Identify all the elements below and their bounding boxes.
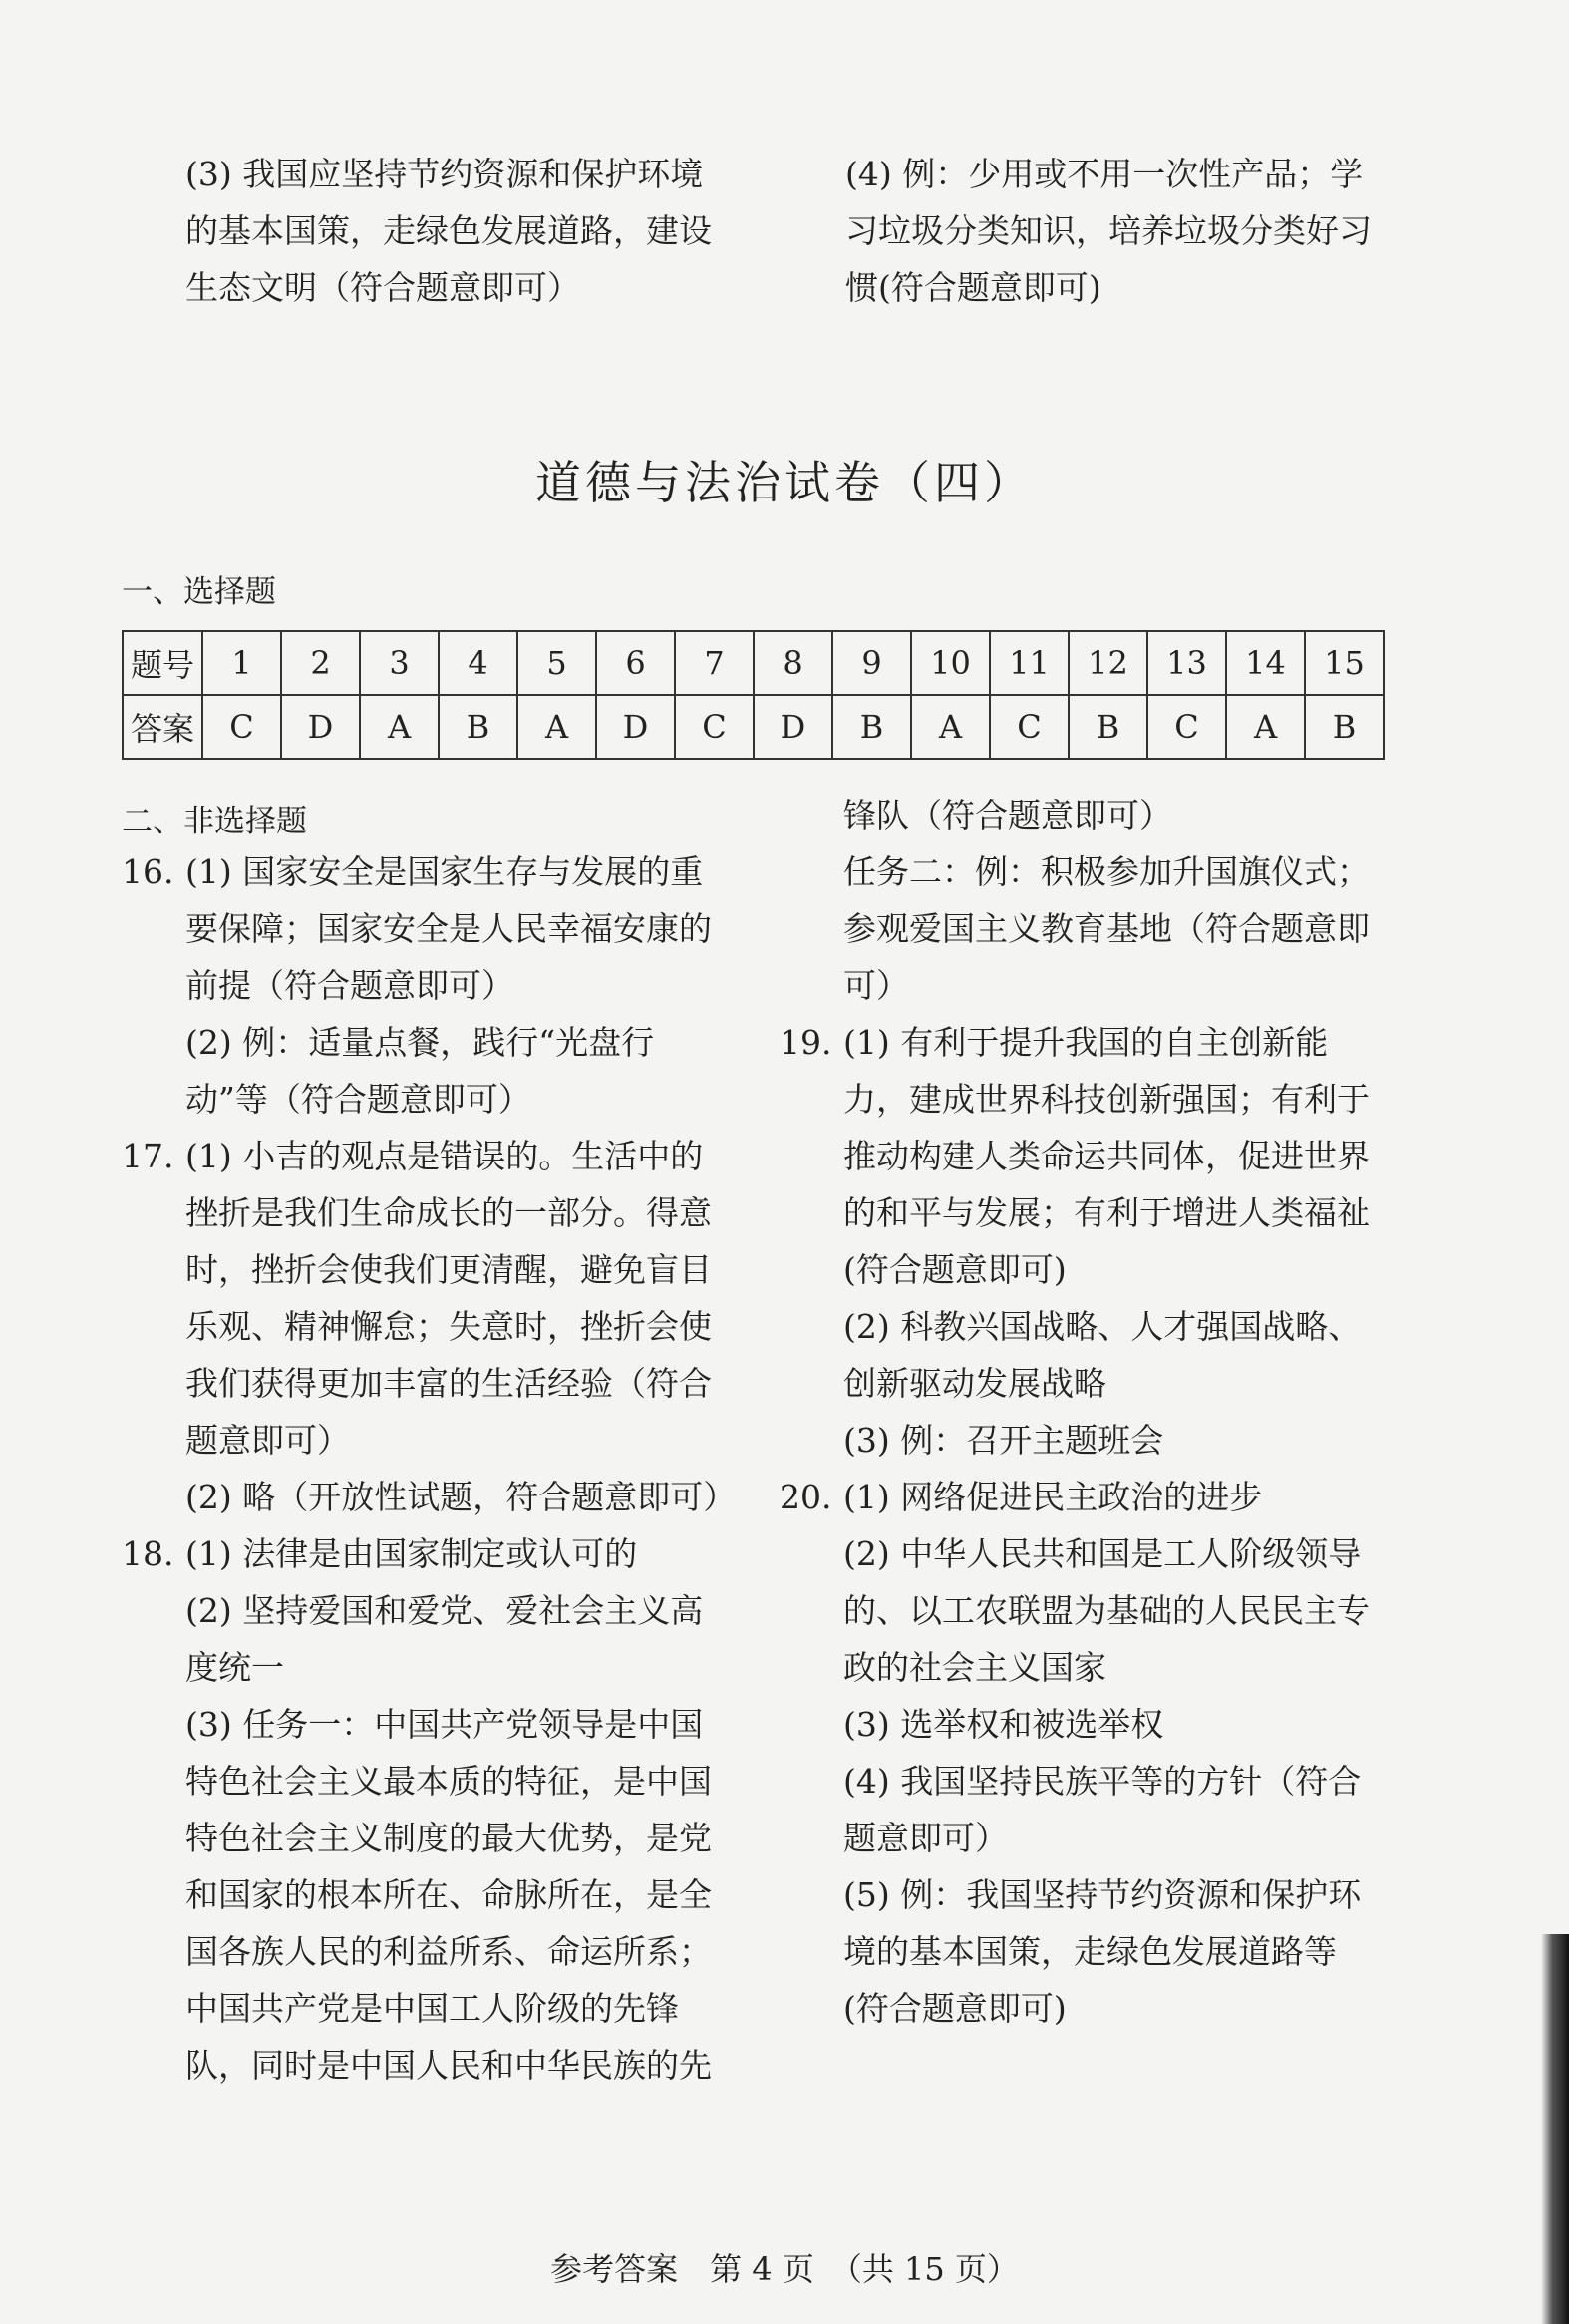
answer-line: (符合题意即可) [843, 1250, 1067, 1289]
text-line: (3) 我国应坚持节约资源和保护环境 [185, 155, 704, 193]
text-line: (4) 例：少用或不用一次性产品；学 [845, 155, 1364, 193]
answer-line: 特色社会主义制度的最大优势，是党 [185, 1819, 712, 1857]
answer-line: (2) 科教兴国战略、人才强国战略、 [843, 1307, 1362, 1346]
table-cell: 1 [202, 631, 281, 695]
table-cell: A [911, 695, 990, 759]
answer-line: (2) 坚持爱国和爱党、爱社会主义高 [185, 1591, 704, 1630]
text-line: 的基本国策，走绿色发展道路，建设 [185, 211, 712, 250]
answer-line: (5) 例：我国坚持节约资源和保护环 [843, 1875, 1362, 1914]
answer-text: (1) 国家安全是国家生存与发展的重 [185, 852, 704, 891]
answer-line: 特色社会主义最本质的特征，是中国 [185, 1762, 712, 1801]
left-column [122, 843, 736, 2094]
answer-line [122, 1525, 736, 1582]
answer-line: 锋队（符合题意即可） [843, 796, 1172, 834]
answer-line: 参观爱国主义教育基地（符合题意即 [843, 909, 1370, 948]
table-cell: A [360, 695, 439, 759]
right-column [780, 787, 1370, 2037]
answer-line: (符合题意即可) [843, 1989, 1067, 2028]
answer-line [122, 1128, 736, 1184]
table-cell: D [281, 695, 360, 759]
page-title: 道德与法治试卷（四） [535, 456, 1034, 509]
answer-text: (1) 小吉的观点是错误的。生活中的 [185, 1137, 704, 1175]
answer-line [780, 1469, 1370, 1525]
table-cell: 11 [990, 631, 1069, 695]
question-number: 17. [122, 1137, 174, 1175]
answer-line: 推动构建人类命运共同体，促进世界 [843, 1137, 1370, 1175]
answer-line: 国各族人民的利益所系、命运所系； [185, 1932, 712, 1971]
answer-line: 可） [843, 966, 909, 1005]
table-cell: A [517, 695, 596, 759]
answer-line: 题意即可） [185, 1421, 350, 1460]
table-cell: D [754, 695, 832, 759]
answer-line: 度统一 [185, 1648, 284, 1687]
answer-line: 时，挫折会使我们更清醒，避免盲目 [185, 1250, 712, 1289]
table-cell: C [1147, 695, 1226, 759]
answer-line: 乐观、精神懈怠；失意时，挫折会使 [185, 1307, 712, 1346]
answer-line: 政的社会主义国家 [843, 1648, 1106, 1687]
text-line: 惯(符合题意即可) [845, 268, 1101, 307]
table-cell: 13 [1147, 631, 1226, 695]
answer-line: (4) 我国坚持民族平等的方针（符合 [843, 1762, 1362, 1801]
section-heading-choice: 一、选择题 [122, 574, 276, 610]
table-cell: C [202, 695, 281, 759]
answer-line: 力，建成世界科技创新强国；有利于 [843, 1080, 1370, 1119]
table-cell: 14 [1226, 631, 1305, 695]
table-header-cell: 题号 [123, 631, 202, 695]
answer-line: 我们获得更加丰富的生活经验（符合 [185, 1364, 712, 1403]
table-cell: 8 [754, 631, 832, 695]
answer-line: 任务二：例：积极参加升国旗仪式； [843, 852, 1370, 891]
top-right-block [845, 146, 1372, 316]
answer-text: (1) 网络促进民主政治的进步 [843, 1478, 1263, 1516]
question-number: 20. [780, 1478, 832, 1516]
answer-line: 境的基本国策，走绿色发展道路等 [843, 1932, 1337, 1971]
answer-text: (1) 法律是由国家制定或认可的 [185, 1534, 638, 1573]
table-cell: 15 [1305, 631, 1384, 695]
answer-line: 队，同时是中国人民和中华民族的先 [185, 2046, 712, 2085]
answer-line: 动”等（符合题意即可） [185, 1080, 531, 1119]
answer-line: (2) 中华人民共和国是工人阶级领导 [843, 1534, 1362, 1573]
answer-line: 题意即可） [843, 1819, 1008, 1857]
text-line: 生态文明（符合题意即可） [185, 268, 580, 307]
answer-table [122, 630, 1385, 760]
table-cell: 12 [1069, 631, 1147, 695]
table-cell: 7 [675, 631, 754, 695]
answer-line: 创新驱动发展战略 [843, 1364, 1106, 1403]
answer-line: (2) 略（开放性试题，符合题意即可） [185, 1478, 737, 1516]
table-cell: A [1226, 695, 1305, 759]
question-number: 19. [780, 1023, 832, 1062]
section-heading-nonchoice: 二、非选择题 [122, 804, 307, 839]
question-number: 18. [122, 1534, 174, 1573]
answer-line: (3) 任务一：中国共产党领导是中国 [185, 1705, 704, 1744]
answer-text: (1) 有利于提升我国的自主创新能 [843, 1023, 1329, 1062]
table-cell: C [990, 695, 1069, 759]
answer-line: 的、以工农联盟为基础的人民民主专 [843, 1591, 1370, 1630]
table-cell: 5 [517, 631, 596, 695]
answer-line: (3) 选举权和被选举权 [843, 1705, 1164, 1744]
table-header-cell: 答案 [123, 695, 202, 759]
table-cell: 2 [281, 631, 360, 695]
answer-line: 中国共产党是中国工人阶级的先锋 [185, 1989, 679, 2028]
answer-line: 的和平与发展；有利于增进人类福祉 [843, 1193, 1370, 1232]
table-cell: D [596, 695, 675, 759]
table-cell: C [675, 695, 754, 759]
top-left-block [185, 146, 712, 316]
answer-line: (2) 例：适量点餐，践行“光盘行 [185, 1023, 655, 1062]
table-cell: 9 [832, 631, 911, 695]
answer-line: 挫折是我们生命成长的一部分。得意 [185, 1193, 712, 1232]
table-cell: B [439, 695, 517, 759]
answer-line: 要保障；国家安全是人民幸福安康的 [185, 909, 712, 948]
answer-line [780, 1014, 1370, 1071]
question-number: 16. [122, 852, 174, 891]
table-row-answers [123, 695, 1384, 759]
table-row-numbers [123, 631, 1384, 695]
table-cell: 6 [596, 631, 675, 695]
text-line: 习垃圾分类知识，培养垃圾分类好习 [845, 211, 1372, 250]
table-cell: B [832, 695, 911, 759]
table-cell: B [1069, 695, 1147, 759]
answer-line [122, 843, 736, 900]
table-cell: 10 [911, 631, 990, 695]
answer-line: 和国家的根本所在、命脉所在，是全 [185, 1875, 712, 1914]
scan-edge-shadow [1541, 1934, 1569, 2324]
answer-line: 前提（符合题意即可） [185, 966, 514, 1005]
table-cell: 4 [439, 631, 517, 695]
page-footer: 参考答案 第 4 页 （共 15 页） [550, 2250, 1019, 2288]
table-cell: 3 [360, 631, 439, 695]
answer-line: (3) 例：召开主题班会 [843, 1421, 1164, 1460]
table-cell: B [1305, 695, 1384, 759]
